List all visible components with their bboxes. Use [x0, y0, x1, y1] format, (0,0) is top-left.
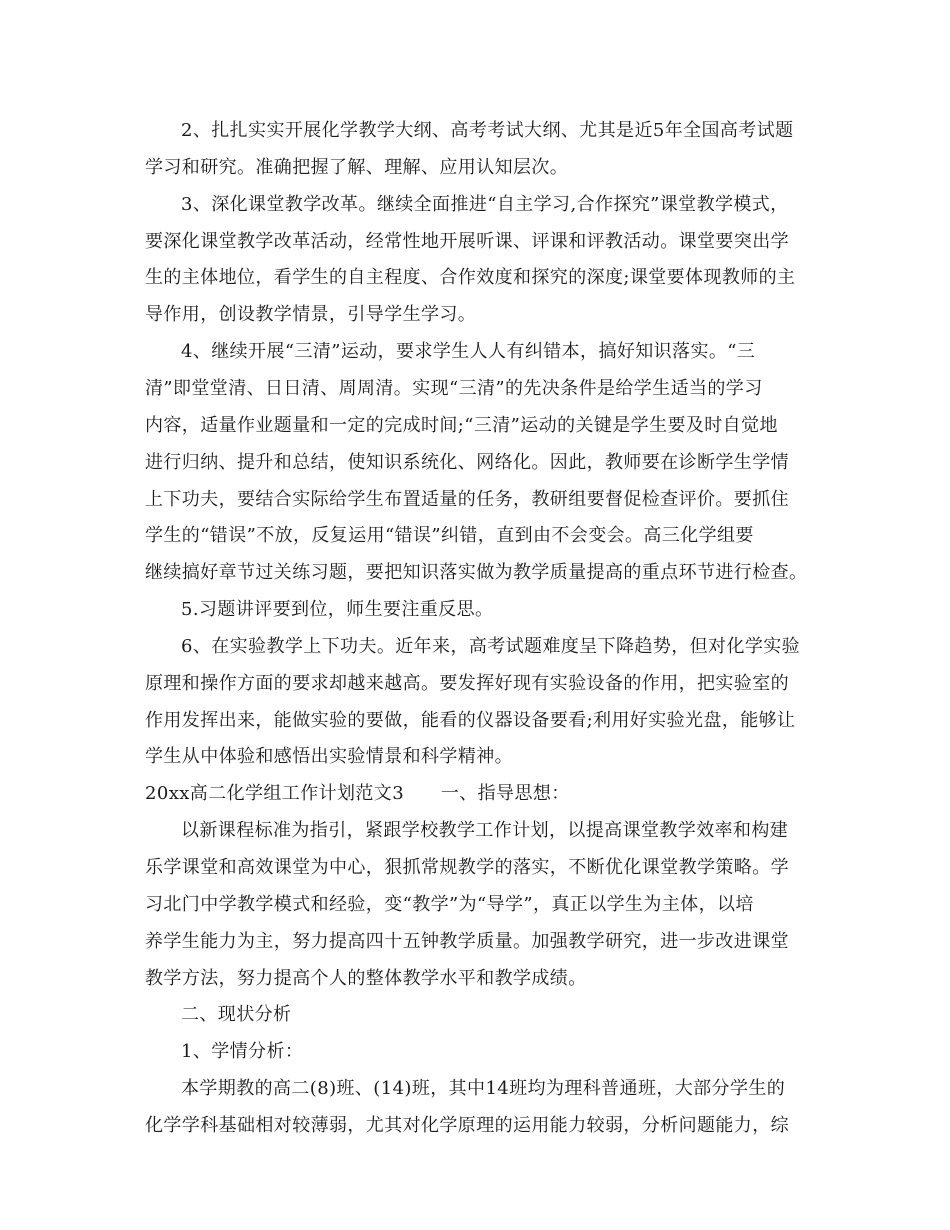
text-line: 生的主体地位，看学生的自主程度、合作效度和探究的深度;课堂要体现教师的主 [145, 267, 796, 288]
text-line: 以新课程标准为指引，紧跟学校教学工作计划，以提高课堂教学效率和构建 [181, 820, 789, 841]
text-line: 5.习题讲评要到位，师生要注重反思。 [181, 599, 494, 620]
text-line: 2、扎扎实实开展化学教学大纲、高考考试大纲、尤其是近5年全国高考试题 [181, 120, 794, 141]
text-line: 6、在实验教学上下功夫。近年来，高考试题难度呈下降趋势，但对化学实验 [181, 636, 801, 657]
subsection-heading: 1、学情分析： [181, 1041, 304, 1062]
text-line: 教学方法，努力提高个人的整体教学水平和教学成绩。 [145, 968, 587, 989]
text-line: 3、深化课堂教学改革。继续全面推进“自主学习,合作探究”课堂教学模式， [181, 194, 789, 215]
text-line: 乐学课堂和高效课堂为中心，狠抓常规教学的落实，不断优化课堂教学策略。学 [145, 857, 789, 878]
text-line: 4、继续开展“三清”运动，要求学生人人有纠错本，搞好知识落实。“三 [181, 341, 756, 362]
text-line: 要深化课堂教学改革活动，经常性地开展听课、评课和评教活动。课堂要突出学 [145, 231, 789, 252]
text-line: 作用发挥出来，能做实验的要做，能看的仪器设备要看;利用好实验光盘，能够让 [145, 710, 796, 731]
text-line: 上下功夫，要结合实际给学生布置适量的任务，教研组要督促检查评价。要抓住 [145, 489, 789, 510]
text-line: 清”即堂堂清、日日清、周周清。实现“三清”的先决条件是给学生适当的学习 [145, 378, 763, 399]
text-line: 导作用，创设教学情景，引导学生学习。 [145, 304, 477, 325]
text-line: 原理和操作方面的要求却越来越高。要发挥好现有实验设备的作用，把实验室的 [145, 673, 789, 694]
text-line: 内容，适量作业题量和一定的完成时间;“三清”运动的关键是学生要及时自觉地 [145, 415, 778, 436]
text-line: 进行归纳、提升和总结，使知识系统化、网络化。因此，教师要在诊断学生学情 [145, 452, 789, 473]
text-line: 学生从中体验和感悟出实验情景和科学精神。 [145, 746, 513, 767]
text-line: 化学学科基础相对较薄弱，尤其对化学原理的运用能力较弱，分析问题能力，综 [145, 1115, 789, 1136]
text-line: 学生的“错误”不放，反复运用“错误”纠错，直到由不会变会。高三化学组要 [145, 525, 754, 546]
text-line: 继续搞好章节过关练习题，要把知识落实做为教学质量提高的重点环节进行检查。 [145, 562, 808, 583]
text-line: 学习和研究。准确把握了解、理解、应用认知层次。 [145, 157, 569, 178]
text-line: 养学生能力为主，努力提高四十五钟教学质量。加强教学研究，进一步改进课堂 [145, 931, 789, 952]
text-line: 本学期教的高二(8)班、(14)班，其中14班均为理科普通班，大部分学生的 [181, 1078, 786, 1099]
text-line: 习北门中学教学模式和经验，变“教学”为“导学”，真正以学生为主体，以培 [145, 894, 754, 915]
section-heading: 20xx高二化学组工作计划范文3 一、指导思想： [145, 783, 570, 804]
section-heading: 二、现状分析 [181, 1004, 292, 1025]
